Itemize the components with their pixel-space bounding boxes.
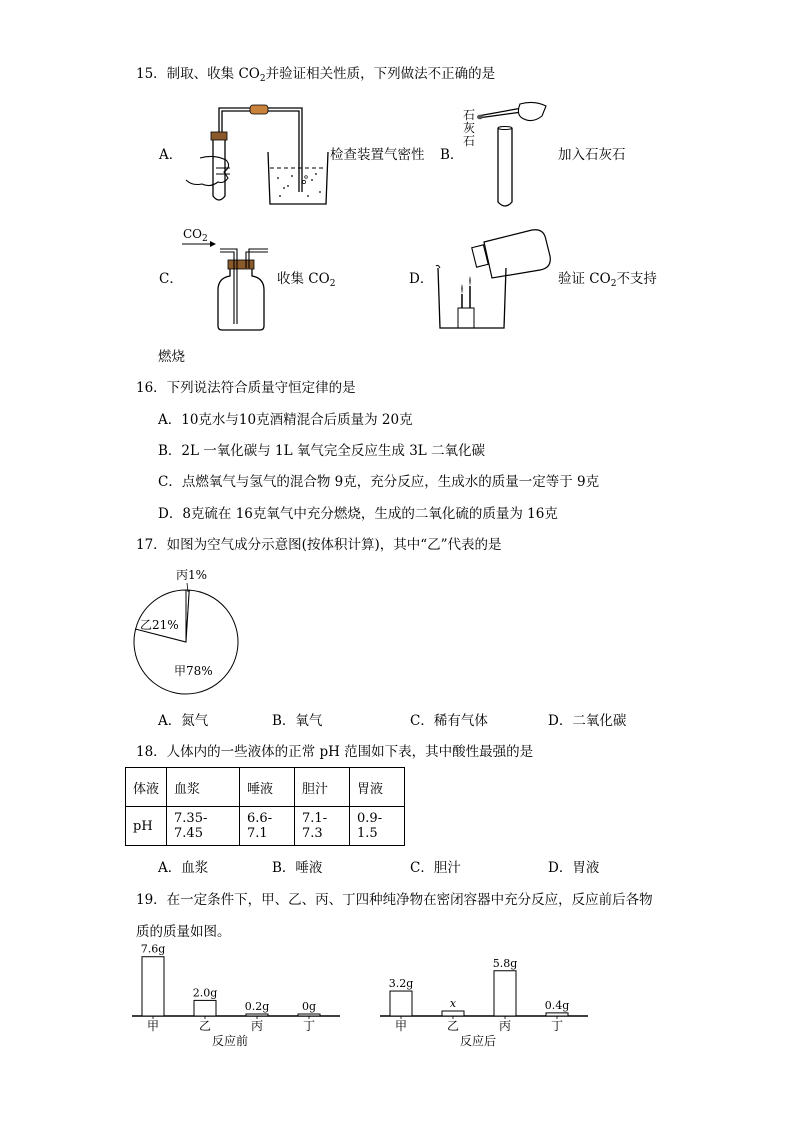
q18-option-a: A．血浆 — [158, 860, 209, 876]
after-bar-乙 — [442, 1011, 464, 1016]
q15-c-co2-label: $CO_2$ — [183, 227, 208, 244]
q15-option-c-text: 收集 $CO_2$ — [277, 271, 336, 289]
before-category-label-甲: 甲 — [146, 1019, 160, 1033]
q19-after-bar-chart — [378, 950, 593, 1050]
before-category-label-乙: 乙 — [198, 1019, 212, 1033]
q17-option-b: B．氧气 — [272, 713, 323, 729]
before-category-label-丙: 丙 — [250, 1019, 264, 1033]
pie-label-bing: 丙1% — [176, 568, 208, 582]
before-bar-甲 — [142, 957, 164, 1016]
after-bar-甲 — [390, 991, 412, 1016]
q15-d-candle-beaker-diagram — [434, 222, 554, 332]
q17-stem: 17．如图为空气成分示意图(按体积计算)，其中“乙”代表的是 — [136, 537, 502, 553]
after-value-label-甲: 3.2g — [388, 977, 414, 991]
before-value-label-甲: 7.6g — [140, 942, 166, 956]
q18-option-d: D．胃液 — [548, 860, 600, 876]
q15-option-b-text: 加入石灰石 — [558, 147, 626, 163]
after-title: 反应后 — [459, 1034, 497, 1048]
q18-option-b: B．唾液 — [272, 860, 323, 876]
q15-option-d-letter: D． — [409, 271, 434, 287]
q16-option-c: C．点燃氧气与氢气的混合物 9克，充分反应，生成水的质量一定等于 9克 — [158, 474, 600, 490]
table-cell: 血浆 — [167, 768, 240, 807]
table-cell: 胆汁 — [295, 768, 350, 807]
q15-c-gas-bottle-diagram — [180, 240, 275, 332]
q16-option-a: A．10克水与10克酒精混合后质量为 20克 — [158, 412, 413, 428]
q17-option-c: C．稀有气体 — [410, 713, 488, 729]
after-bar-丁 — [546, 1013, 568, 1016]
before-bar-丁 — [298, 1014, 320, 1016]
after-bar-丙 — [494, 971, 516, 1016]
before-value-label-丙: 0.2g — [244, 1000, 270, 1013]
before-value-label-乙: 2.0g — [192, 986, 218, 1000]
q17-option-d: D．二氧化碳 — [548, 713, 627, 729]
after-value-label-丁: 0.4g — [544, 998, 570, 1012]
q19-stem-line1: 19．在一定条件下，甲、乙、丙、丁四种纯净物在密闭容器中充分反应，反应前后各物 — [136, 892, 653, 908]
q17-air-composition-pie-chart — [130, 565, 245, 697]
q16-option-b: B．2L 一氧化碳与 1L 氧气完全反应生成 3L 二氧化碳 — [158, 443, 486, 459]
before-bar-乙 — [194, 1000, 216, 1016]
table-row — [126, 768, 405, 807]
before-bar-丙 — [246, 1014, 268, 1016]
q15-a-apparatus-diagram — [180, 100, 340, 212]
q15-option-d-wrap: 燃烧 — [158, 349, 185, 365]
after-category-label-甲: 甲 — [394, 1019, 408, 1033]
table-cell: 体液 — [126, 768, 167, 807]
after-category-label-丁: 丁 — [550, 1019, 564, 1033]
q15-option-a-letter: A． — [159, 147, 183, 163]
pie-label-yi: 乙21% — [140, 618, 179, 632]
after-value-label-丙: 5.8g — [492, 956, 518, 970]
after-value-label-乙: x — [449, 997, 457, 1010]
q16-stem: 16．下列说法符合质量守恒定律的是 — [136, 380, 356, 396]
q15-option-c-letter: C． — [159, 271, 183, 287]
q16-option-d: D．8克硫在 16克氧气中充分燃烧，生成的二氧化硫的质量为 16克 — [158, 506, 558, 522]
q15-b-label-2: 灰 — [463, 121, 476, 135]
q19-before-bar-chart — [130, 942, 345, 1050]
table-row — [126, 807, 405, 846]
table-cell: 7.1-7.3 — [295, 807, 350, 846]
before-title: 反应前 — [211, 1034, 249, 1048]
q15-option-b-letter: B． — [440, 147, 464, 163]
q15-b-apparatus-diagram — [476, 98, 556, 210]
q15-stem: 15．制取、收集 $CO_2$并验证相关性质，下列做法不正确的是 — [136, 66, 496, 84]
table-cell: pH — [126, 807, 167, 846]
q15-b-label-1: 石 — [463, 108, 476, 122]
table-cell: 唾液 — [240, 768, 295, 807]
table-cell: 7.35-7.45 — [167, 807, 240, 846]
before-value-label-丁: 0g — [301, 1000, 317, 1013]
q18-option-c: C．胆汁 — [410, 860, 461, 876]
table-cell: 0.9-1.5 — [350, 807, 405, 846]
table-cell: 6.6-7.1 — [240, 807, 295, 846]
ph-table — [125, 767, 405, 846]
pie-label-jia: 甲78% — [174, 664, 213, 678]
table-cell: 胃液 — [350, 768, 405, 807]
q18-stem: 18．人体内的一些液体的正常 pH 范围如下表，其中酸性最强的是 — [136, 744, 534, 760]
q15-option-d-text: 验证 $CO_2$不支持 — [558, 271, 657, 289]
before-category-label-丁: 丁 — [302, 1019, 316, 1033]
q15-option-a-text: 检查装置气密性 — [330, 147, 425, 163]
q15-b-label-3: 石 — [463, 134, 476, 148]
after-category-label-丙: 丙 — [498, 1019, 512, 1033]
after-category-label-乙: 乙 — [446, 1019, 460, 1033]
q19-stem-line2: 质的质量如图。 — [136, 924, 231, 940]
q17-option-a: A．氮气 — [158, 713, 209, 729]
